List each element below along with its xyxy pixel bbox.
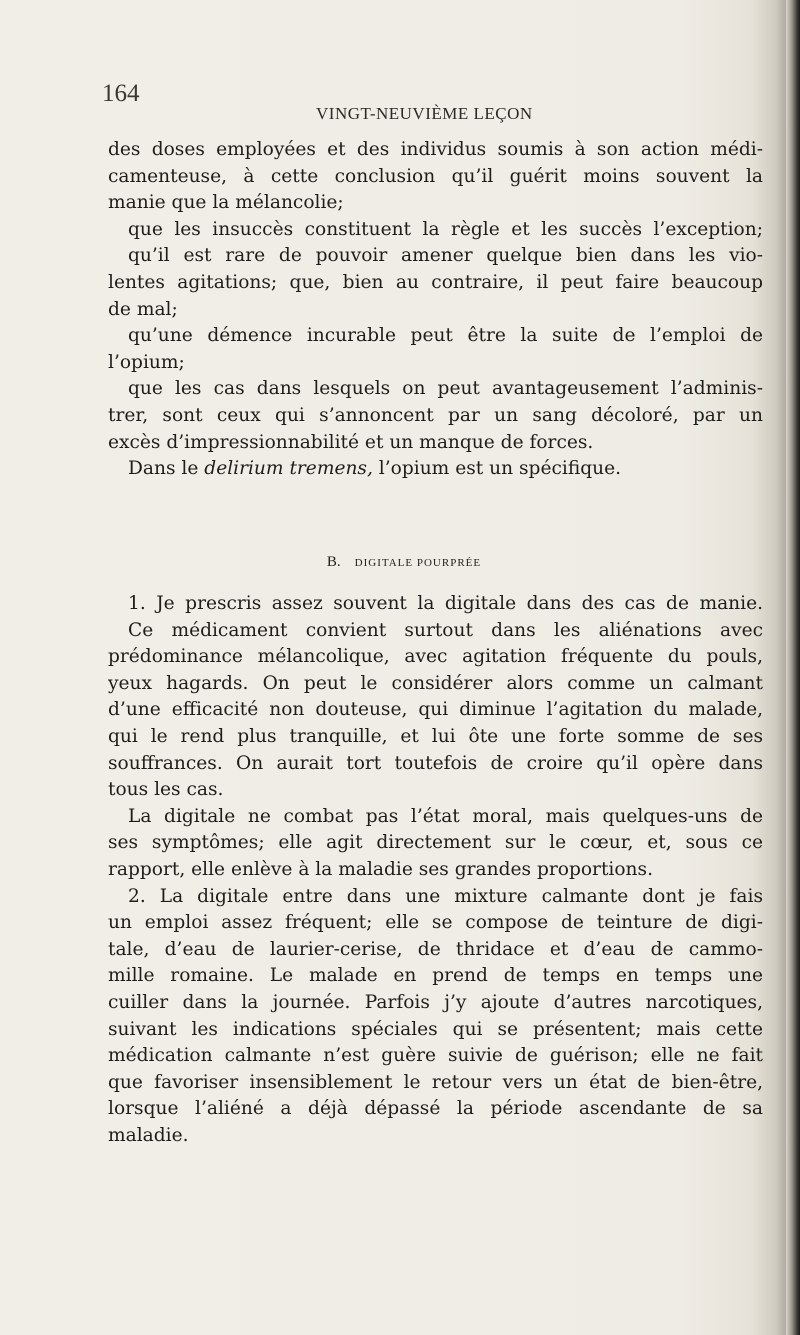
text-line: suivant les indications spéciales qui se présentent; mais cette <box>108 1018 763 1040</box>
text-line: qu’une démence incurable peut être la suite de l’emploi de <box>128 325 763 347</box>
text-line: d’une efficacité non douteuse, qui diminue l’agitation du malade, <box>108 699 763 721</box>
text-line: que les insuccès constituent la règle et les succès l’exception; <box>128 218 763 240</box>
page-number: 164 <box>102 80 140 107</box>
text-line: cuiller dans la journée. Parfois j’y ajoute d’autres narcotiques, <box>108 991 763 1013</box>
italic-term: delirium tremens, <box>204 458 373 480</box>
paragraph <box>108 217 763 323</box>
section-letter: B. <box>326 554 341 570</box>
text-fragment: Dans le <box>128 458 205 480</box>
text-line: tale, d’eau de laurier-cerise, de thridace et d’eau de cammo- <box>108 938 763 960</box>
text-line: lorsque l’aliéné a déjà dépassé la période ascendante de sa <box>108 1098 763 1120</box>
text-block-opium <box>108 137 763 483</box>
paragraph <box>108 804 763 884</box>
text-line: maladie. <box>108 1124 189 1146</box>
paragraph <box>108 137 763 217</box>
text-line: lentes agitations; que, bien au contraire, il peut faire beaucoup <box>108 271 763 293</box>
text-line: trer, sont ceux qui s’annoncent par un sang décoloré, par un <box>108 404 763 426</box>
text-line: 2. La digitale entre dans une mixture calmante dont je fais <box>128 885 763 907</box>
text-line: camenteuse, à cette conclusion qu’il guérit moins souvent la <box>108 165 763 187</box>
text-line: mille romaine. Le malade en prend de temps en temps une <box>108 965 763 987</box>
text-line: que les cas dans lesquels on peut avantageusement l’adminis- <box>128 378 763 400</box>
text-line: des doses employées et des individus soumis à son action médi- <box>108 139 763 160</box>
text-line: de mal; <box>108 298 178 320</box>
paragraph <box>108 323 763 376</box>
text-line <box>108 456 763 483</box>
text-line: un emploi assez fréquent; elle se compose de teinture de digi- <box>108 912 763 934</box>
text-line: l’opium; <box>108 351 185 373</box>
text-line: médication calmante n’est guère suivie de guérison; elle ne fait <box>108 1045 763 1067</box>
text-block-digitale <box>108 591 763 1149</box>
section-heading <box>0 551 800 571</box>
running-head: VINGT-NEUVIÈME LEÇON <box>316 104 533 123</box>
text-line: Ce médicament convient surtout dans les aliénations avec <box>128 619 763 641</box>
paragraph <box>108 456 763 483</box>
paragraph <box>108 884 763 1150</box>
paragraph <box>108 376 763 456</box>
text-line: manie que la mélancolie; <box>108 192 344 214</box>
text-line: prédominance mélancolique, avec agitation fréquente du pouls, <box>108 646 763 668</box>
paragraph <box>108 591 763 804</box>
page-edge-shadow <box>786 0 800 1335</box>
text-line: excès d’impressionnabilité et un manque de forces. <box>108 431 594 453</box>
text-line: yeux hagards. On peut le considérer alors comme un calmant <box>108 672 763 694</box>
text-fragment: l’opium est un spécifique. <box>372 458 622 480</box>
text-line: 1. Je prescris assez souvent la digitale dans des cas de manie. <box>128 593 763 614</box>
text-line: souffrances. On aurait tort toutefois de croire qu’il opère dans <box>108 752 763 774</box>
text-line: tous les cas. <box>108 779 224 801</box>
text-line: qu’il est rare de pouvoir amener quelque bien dans les vio- <box>128 245 763 267</box>
text-line: ses symptômes; elle agit directement sur le cœur, et, sous ce <box>108 832 763 854</box>
text-line: qui le rend plus tranquille, et lui ôte une forte somme de ses <box>108 725 763 747</box>
text-line: rapport, elle enlève à la maladie ses grandes proportions. <box>108 858 653 880</box>
section-title: DIGITALE POURPRÉE <box>354 557 482 569</box>
text-line: La digitale ne combat pas l’état moral, mais quelques-uns de <box>128 805 763 827</box>
text-line: que favoriser insensiblement le retour vers un état de bien-être, <box>108 1071 763 1093</box>
